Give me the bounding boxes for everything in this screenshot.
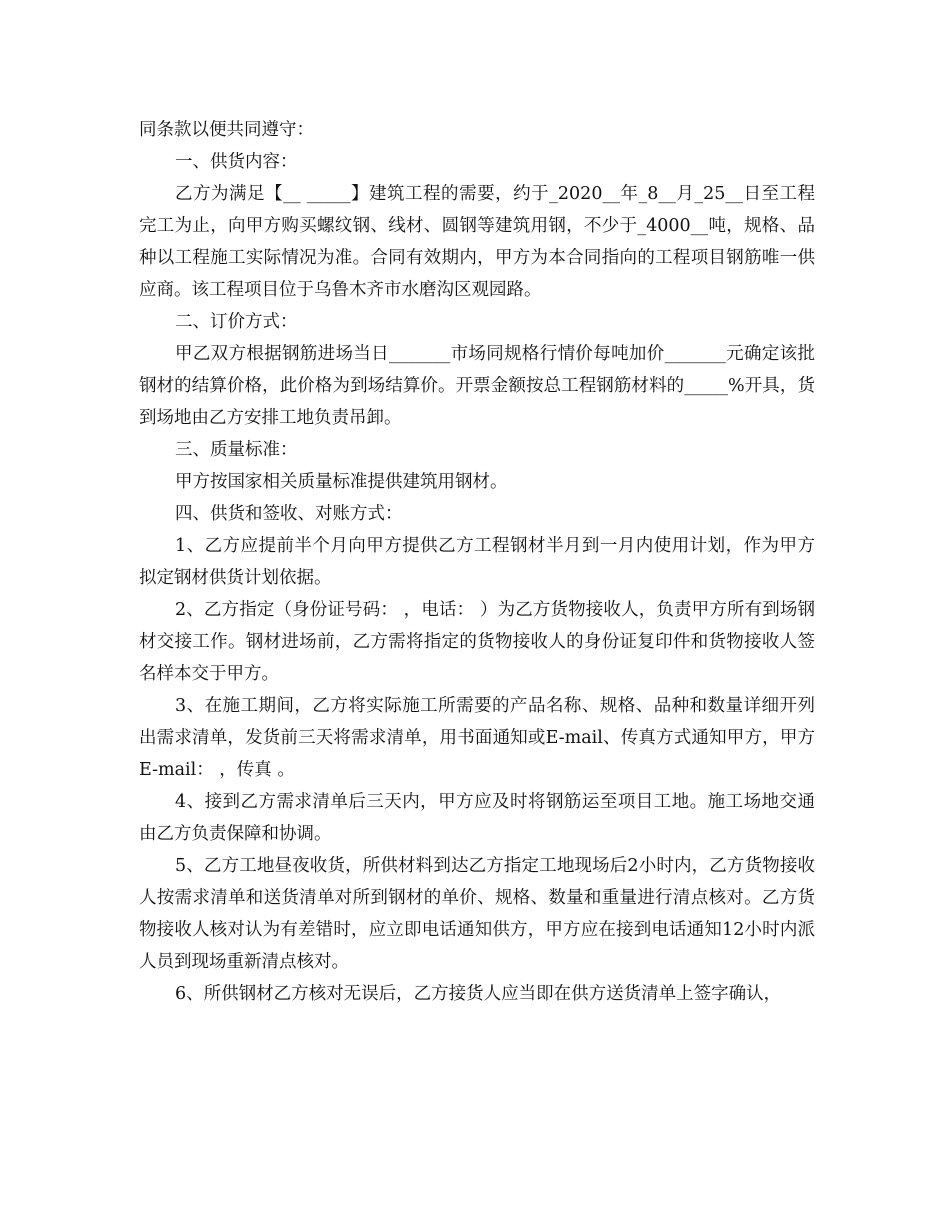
clause-2: 2、乙方指定（身份证号码： ，电话： ）为乙方货物接收人，负责甲方所有到场钢材交接工作。钢材进场前，乙方需将指定的货物接收人的身份证复印件和货物接收人签名样本交于甲方。 [139,600,815,684]
clause-3: 3、在施工期间，乙方将实际施工所需要的产品名称、规格、品种和数量详细开列出需求清单，发货前三天将需求清单，用书面通知或E-mail、传真方式通知甲方，甲方E-mail： ，传真 。 [139,696,815,780]
paragraph-pricing: 甲乙双方根据钢筋进场当日_______市场同规格行情价每吨加价_______元确定该批钢材的结算价格，此价格为到场结算价。开票金额按总工程钢筋材料的_____%开具，货到场地由乙方安排工地负责吊卸。 [139,344,815,428]
section-heading-pricing: 二、订价方式： [175,312,298,332]
paragraph-supply-content: 乙方为满足【__ _____】建筑工程的需要，约于_2020__年_8__月_25__日至工程完工为止，向甲方购买螺纹钢、线材、圆钢等建筑用钢，不少于_4000__吨，规格、品种以工程施工实际情况为准。合同有效期内，甲方为本合同指向的工程项目钢筋唯一供应商。该工程项目位于乌鲁木齐市水磨沟区观园路。 [139,184,815,300]
section-heading-quality: 三、质量标准： [175,440,298,460]
section-heading-delivery: 四、供货和签收、对账方式： [175,504,403,524]
paragraph-intro: 同条款以便共同遵守： [139,120,314,140]
clause-1: 1、乙方应提前半个月向甲方提供乙方工程钢材半月到一月内使用计划，作为甲方拟定钢材供货计划依据。 [139,536,815,588]
section-heading-supply-content: 一、供货内容： [175,152,298,172]
document-body [139,114,815,1010]
paragraph-quality: 甲方按国家相关质量标准提供建筑用钢材。 [175,472,508,492]
clause-5: 5、乙方工地昼夜收货，所供材料到达乙方指定工地现场后2小时内，乙方货物接收人按需求清单和送货清单对所到钢材的单价、规格、数量和重量进行清点核对。乙方货物接收人核对认为有差错时，应立即电话通知供方，甲方应在接到电话通知12小时内派人员到现场重新清点核对。 [139,856,815,972]
clause-4: 4、接到乙方需求清单后三天内，甲方应及时将钢筋运至项目工地。施工场地交通由乙方负责保障和协调。 [139,792,815,844]
clause-6: 6、所供钢材乙方核对无误后，乙方接货人应当即在供方送货清单上签字确认， [175,984,782,1004]
